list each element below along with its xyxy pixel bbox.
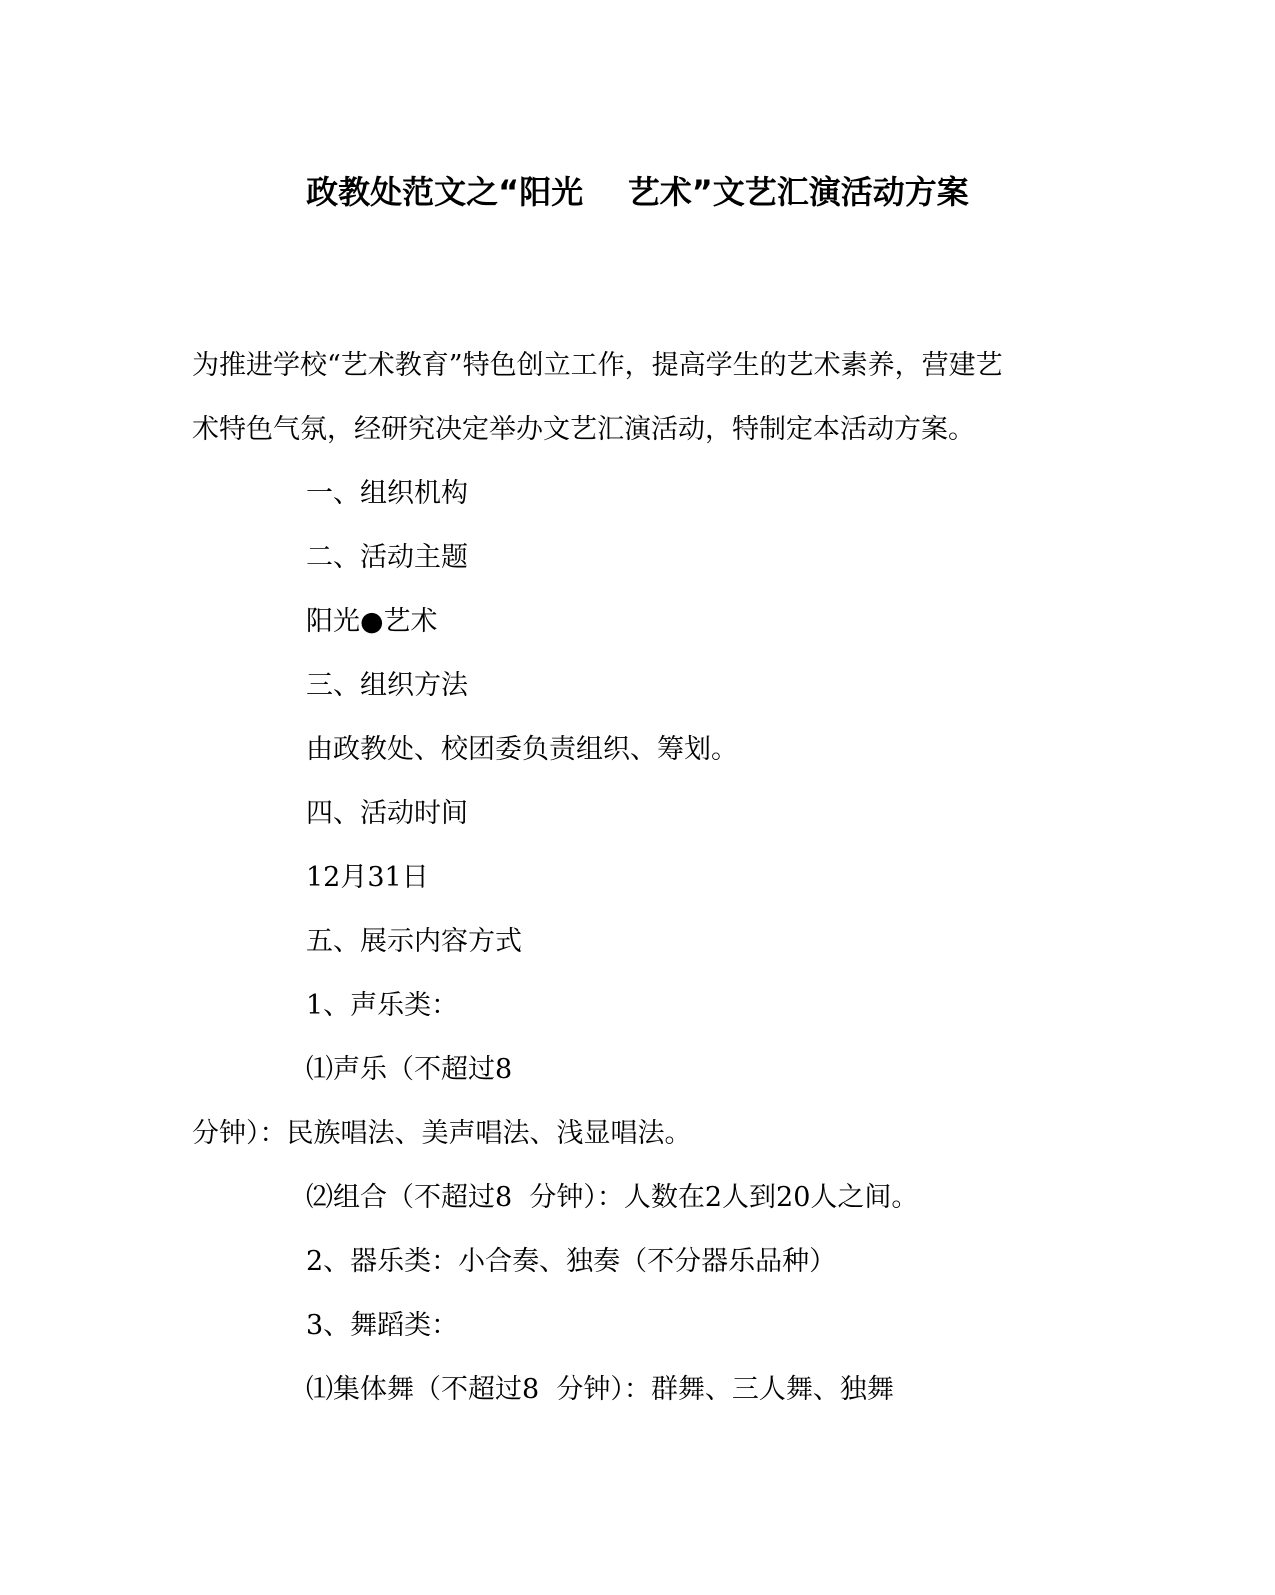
section-heading-method: 三、组织方法	[306, 670, 468, 701]
dance-item-1: ⑴集体舞（不超过8 分钟）：群舞、三人舞、独舞	[306, 1374, 894, 1405]
theme-text: 阳光●艺术	[306, 606, 438, 637]
vocal-item-1: ⑴声乐（不超过8	[306, 1054, 513, 1085]
intro-line-1: 为推进学校“艺术教育”特色创立工作，提高学生的艺术素养，营建艺	[192, 350, 1003, 381]
method-text: 由政教处、校团委负责组织、筹划。	[306, 734, 738, 765]
vocal-item-1-continued: 分钟）：民族唱法、美声唱法、浅显唱法。	[192, 1118, 692, 1149]
section-heading-theme: 二、活动主题	[306, 542, 468, 573]
vocal-item-2: ⑵组合（不超过8 分钟）：人数在2人到20人之间。	[306, 1182, 919, 1213]
document-title: 政教处范文之“阳光 艺术”文艺汇演活动方案	[306, 173, 969, 211]
section-heading-time: 四、活动时间	[306, 798, 468, 829]
intro-line-2: 术特色气氛，经研究决定举办文艺汇演活动，特制定本活动方案。	[192, 414, 975, 445]
category-instrumental: 2、器乐类：小合奏、独奏（不分器乐品种）	[306, 1246, 837, 1277]
section-heading-content: 五、展示内容方式	[306, 926, 522, 957]
section-heading-organization: 一、组织机构	[306, 478, 468, 509]
time-text: 12月31日	[306, 862, 429, 893]
category-vocal: 1、声乐类：	[306, 990, 459, 1021]
category-dance: 3、舞蹈类：	[306, 1310, 459, 1341]
